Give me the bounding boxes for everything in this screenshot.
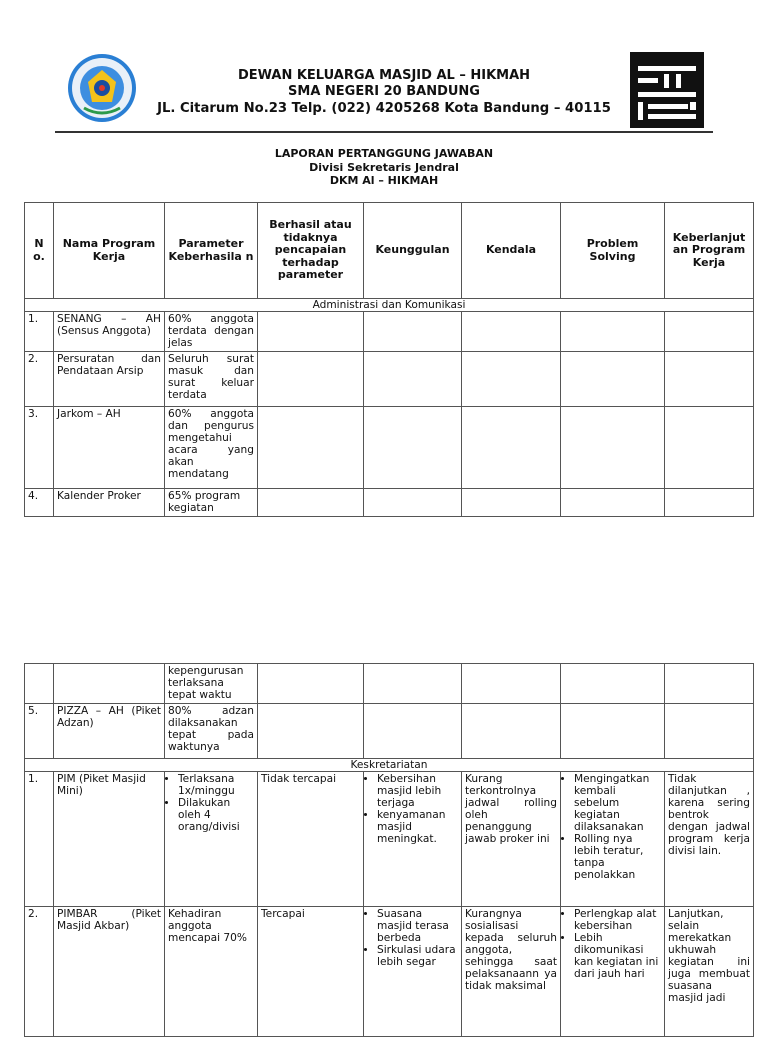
kufic-calligraphy-logo <box>630 52 704 128</box>
table-row <box>25 312 754 352</box>
row-program-name: SENANG – AH (Sensus Anggota) <box>54 312 165 352</box>
row-program-name: PIZZA – AH (Piket Adzan) <box>54 704 165 759</box>
table-row <box>25 407 754 489</box>
list-item: • Dilakukan oleh 4 orang/divisi <box>178 797 254 833</box>
report-title <box>200 147 568 188</box>
header-parameter: Parameter Keberhasila n <box>165 203 258 299</box>
section-kesekretariatan: Keskretariatan <box>25 759 754 772</box>
row-program-name <box>54 664 165 704</box>
header-problem-solving: Problem Solving <box>561 203 665 299</box>
header-no: N o. <box>25 203 54 299</box>
list-item: • Mengingatkan kembali sebelum kegiatan dilaksanakan <box>574 773 661 833</box>
letterhead <box>140 68 628 117</box>
row-program-name: Persuratan dan Pendataan Arsip <box>54 352 165 407</box>
report-table-part1 <box>24 202 754 517</box>
address-line: JL. Citarum No.23 Telp. (022) 4205268 Kota Bandung – 40115 <box>157 101 611 116</box>
header-continuity: Keberlanjut an Program Kerja <box>665 203 754 299</box>
table-row <box>25 704 754 759</box>
row-no: 5. <box>25 704 54 759</box>
row-no: 3. <box>25 407 54 489</box>
report-table-part2 <box>24 663 754 1037</box>
row-achievement: Tidak tercapai <box>258 772 364 907</box>
list-item: • Rolling nya lebih teratur, tanpa penolakkan <box>574 833 661 881</box>
row-no <box>25 664 54 704</box>
table-row <box>25 664 754 704</box>
table-row <box>25 352 754 407</box>
header-obstacles: Kendala <box>462 203 561 299</box>
list-item: • kenyamanan masjid meningkat. <box>377 809 458 845</box>
row-no: 1. <box>25 772 54 907</box>
header-divider <box>55 131 713 133</box>
row-strengths <box>364 907 462 1037</box>
header-strengths: Keunggulan <box>364 203 462 299</box>
row-no: 1. <box>25 312 54 352</box>
school-name: SMA NEGERI 20 BANDUNG <box>288 84 480 99</box>
header-achievement: Berhasil atau tidaknya pencapaian terhadap parameter <box>258 203 364 299</box>
row-no: 2. <box>25 907 54 1037</box>
row-program-name: Jarkom – AH <box>54 407 165 489</box>
section-admin: Administrasi dan Komunikasi <box>25 299 754 312</box>
list-item: • Terlaksana 1x/minggu <box>178 773 254 797</box>
organization-name: DEWAN KELUARGA MASJID AL – HIKMAH <box>237 68 531 83</box>
row-parameter: 60% anggota terdata dengan jelas <box>165 312 258 352</box>
row-parameter: Seluruh surat masuk dan surat keluar terdata <box>165 352 258 407</box>
row-program-name: Kalender Proker <box>54 489 165 517</box>
list-item: • Lebih dikomunikasi kan kegiatan ini dari jauh hari <box>574 932 661 980</box>
row-continuity: Lanjutkan, selain merekatkan ukhuwah kegiatan ini juga membuat suasana masjid jadi <box>665 907 754 1037</box>
row-obstacles: Kurangnya sosialisasi kepada seluruh anggota, sehingga saat pelaksanaann ya tidak maksimal <box>462 907 561 1037</box>
row-problem-solving <box>561 907 665 1037</box>
row-no: 2. <box>25 352 54 407</box>
row-parameter: Kehadiran anggota mencapai 70% <box>165 907 258 1037</box>
table-header-row <box>25 203 754 299</box>
list-item: • Perlengkap alat kebersihan <box>574 908 661 932</box>
table-row <box>25 489 754 517</box>
row-obstacles: Kurang terkontrolnya jadwal rolling oleh penanggung jawab proker ini <box>462 772 561 907</box>
section-row <box>25 299 754 312</box>
row-achievement: Tercapai <box>258 907 364 1037</box>
list-item: • Sirkulasi udara lebih segar <box>377 944 458 968</box>
report-title-line1: LAPORAN PERTANGGUNG JAWABAN <box>274 147 494 160</box>
row-parameter: kepengurusan terlaksana tepat waktu <box>165 664 258 704</box>
row-continuity: Tidak dilanjutkan , karena sering bentrok dengan jadwal program kerja divisi lain. <box>665 772 754 907</box>
row-strengths <box>364 772 462 907</box>
list-item: • Kebersihan masjid lebih terjaga <box>377 773 458 809</box>
row-program-name: PIM (Piket Masjid Mini) <box>54 772 165 907</box>
row-program-name: PIMBAR (Piket Masjid Akbar) <box>54 907 165 1037</box>
row-no: 4. <box>25 489 54 517</box>
list-item: • Suasana masjid terasa berbeda <box>377 908 458 944</box>
header-program-name: Nama Program Kerja <box>54 203 165 299</box>
section-row <box>25 759 754 772</box>
table-row <box>25 772 754 907</box>
row-problem-solving <box>561 772 665 907</box>
row-parameter: 65% program kegiatan <box>165 489 258 517</box>
report-title-line2: Divisi Sekretaris Jendral <box>309 160 459 174</box>
table-row <box>25 907 754 1037</box>
report-title-line3: DKM Al – HIKMAH <box>329 174 439 187</box>
row-parameter: 80% adzan dilaksanakan tepat pada waktunya <box>165 704 258 759</box>
row-parameter: 60% anggota dan pengurus mengetahui acara yang akan mendatang <box>165 407 258 489</box>
row-parameter <box>165 772 258 907</box>
school-seal-logo <box>66 52 138 124</box>
